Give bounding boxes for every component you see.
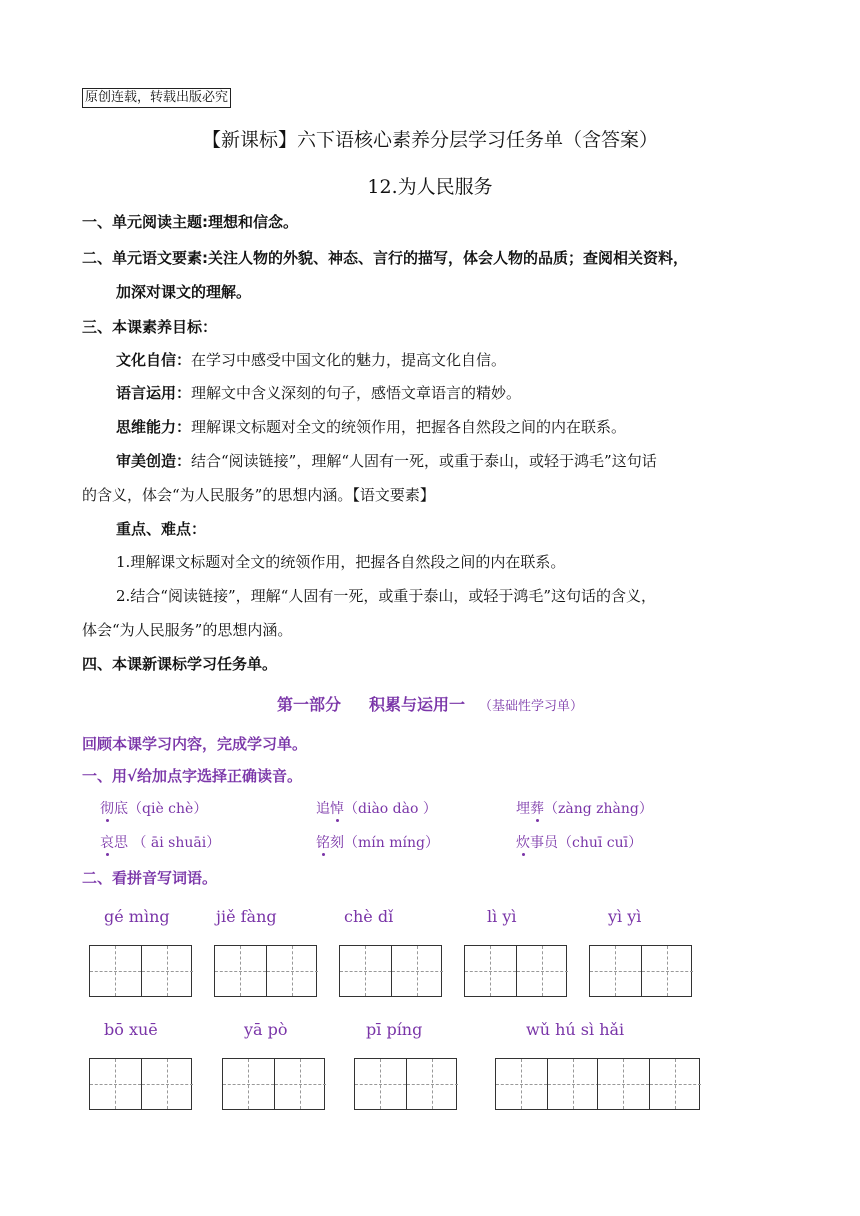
pinyin-label: chè dǐ [344, 907, 394, 926]
writing-grid[interactable] [214, 945, 317, 997]
writing-cell[interactable] [392, 946, 444, 996]
pinyin-label: yā pò [244, 1020, 288, 1039]
page-title: 【新课标】六下语核心素养分层学习任务单（含答案） [201, 129, 658, 151]
writing-grid[interactable] [495, 1058, 598, 1110]
writing-cell[interactable] [650, 1059, 702, 1109]
q2-heading: 二、看拼音写词语。 [82, 869, 218, 887]
writing-grid[interactable] [339, 945, 442, 997]
section-name: 积累与运用一 [368, 695, 465, 714]
writing-cell[interactable] [548, 1059, 600, 1109]
key-points-heading: 重点、难点： [116, 520, 207, 538]
writing-cell[interactable] [598, 1059, 650, 1109]
writing-cell[interactable] [90, 1059, 142, 1109]
goal-text: 结合“阅读链接”，理解“人固有一死，或重于泰山，或轻于鸿毛”这句话 [191, 452, 657, 470]
key-point-2-cont: 体会“为人民服务”的思想内涵。 [82, 621, 293, 639]
pinyin-label: lì yì [487, 907, 517, 926]
writing-cell[interactable] [142, 946, 194, 996]
section-note: （基础性学习单） [479, 699, 584, 714]
key-point-1: 1.理解课文标题对全文的统领作用，把握各自然段之间的内在联系。 [116, 553, 566, 571]
pronunciation-item[interactable]: 哀思 （ āi shuāi） [100, 835, 221, 851]
pronunciation-item[interactable]: 炊事员（chuī cuī） [516, 835, 643, 851]
writing-grid[interactable] [354, 1058, 457, 1110]
writing-cell[interactable] [407, 1059, 459, 1109]
pronunciation-item[interactable]: 埋葬（zàng zhàng） [516, 801, 653, 817]
goal-aesthetic [116, 451, 657, 471]
goal-label: 语言运用： [116, 384, 192, 402]
writing-grid[interactable] [589, 945, 692, 997]
writing-cell[interactable] [355, 1059, 407, 1109]
writing-cell[interactable] [223, 1059, 275, 1109]
goal-language [116, 383, 521, 403]
writing-cell[interactable] [275, 1059, 327, 1109]
goal-text: 理解文中含义深刻的句子，感悟文章语言的精妙。 [191, 384, 522, 402]
writing-cell[interactable] [142, 1059, 194, 1109]
pinyin-label: jiě fàng [216, 907, 277, 926]
writing-cell[interactable] [496, 1059, 548, 1109]
pronunciation-item[interactable]: 彻底（qiè chè） [100, 801, 208, 817]
writing-cell[interactable] [90, 946, 142, 996]
goal-thinking [116, 417, 626, 437]
writing-cell[interactable] [215, 946, 267, 996]
pinyin-label: bō xuē [104, 1020, 158, 1039]
copyright-notice: 原创连载，转载出版必究 [82, 88, 231, 108]
section-title [0, 692, 860, 715]
writing-cell[interactable] [517, 946, 569, 996]
unit-element-line2: 加深对课文的理解。 [116, 283, 252, 301]
writing-cell[interactable] [340, 946, 392, 996]
writing-cell[interactable] [267, 946, 319, 996]
goals-heading: 三、本课素养目标： [82, 318, 218, 336]
goal-text: 理解课文标题对全文的统领作用，把握各自然段之间的内在联系。 [191, 418, 627, 436]
pinyin-label: gé mìng [104, 907, 170, 926]
goal-label: 思维能力： [116, 418, 192, 436]
goal-culture [116, 350, 506, 370]
section-part: 第一部分 [276, 695, 341, 714]
tasks-heading: 四、本课新课标学习任务单。 [82, 655, 278, 673]
unit-element-line1: 二、单元语文要素:关注人物的外貌、神态、言行的描写，体会人物的品质；查阅相关资料， [82, 249, 689, 267]
goal-text: 在学习中感受中国文化的魅力，提高文化自信。 [191, 351, 507, 369]
writing-grid[interactable] [89, 1058, 192, 1110]
writing-cell[interactable] [590, 946, 642, 996]
writing-grid[interactable] [89, 945, 192, 997]
goal-label: 审美创造： [116, 452, 192, 470]
lesson-title: 12.为人民服务 [367, 176, 493, 198]
writing-cell[interactable] [642, 946, 694, 996]
q1-heading: 一、用√给加点字选择正确读音。 [82, 767, 303, 785]
pinyin-label: yì yì [608, 907, 642, 926]
writing-grid[interactable] [222, 1058, 325, 1110]
writing-grid[interactable] [464, 945, 567, 997]
reading-theme: 一、单元阅读主题:理想和信念。 [82, 213, 299, 231]
key-point-2: 2.结合“阅读链接”，理解“人固有一死，或重于泰山，或轻于鸿毛”这句话的含义， [116, 587, 656, 605]
goal-aesthetic-cont: 的含义，体会“为人民服务”的思想内涵。【语文要素】 [82, 486, 435, 504]
pinyin-label: pī píng [366, 1020, 423, 1039]
pronunciation-item[interactable]: 追悼（diào dào ） [316, 801, 437, 817]
pinyin-label: wǔ hú sì hǎi [526, 1020, 625, 1039]
writing-cell[interactable] [465, 946, 517, 996]
goal-label: 文化自信： [116, 351, 192, 369]
review-instruction: 回顾本课学习内容，完成学习单。 [82, 735, 308, 753]
pronunciation-item[interactable]: 铭刻（mín míng） [316, 835, 439, 851]
writing-grid[interactable] [597, 1058, 700, 1110]
